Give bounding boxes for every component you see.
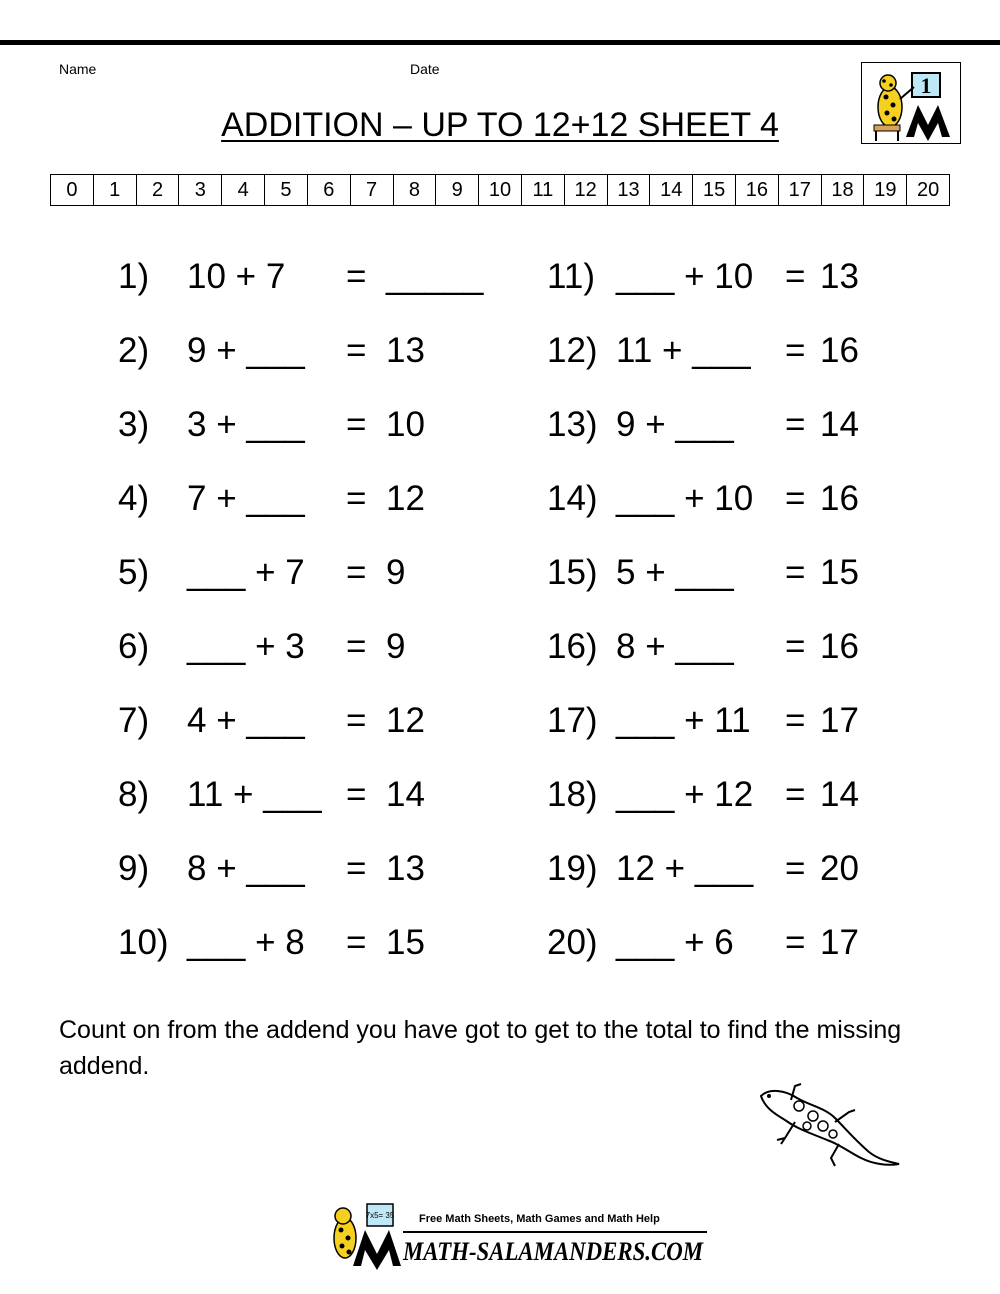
question-expression: 8 + ___ — [616, 627, 734, 666]
equals-sign: = — [785, 923, 806, 962]
number-line-cell: 16 — [736, 175, 779, 205]
question-expression: ___ + 10 — [616, 479, 754, 518]
question-item — [547, 847, 907, 891]
question-number: 6) — [118, 627, 150, 666]
question-result: 20 — [820, 849, 859, 888]
question-item — [547, 625, 907, 669]
number-line-cell: 7 — [351, 175, 394, 205]
number-line-cell: 12 — [565, 175, 608, 205]
question-number: 11) — [547, 257, 595, 296]
question-expression: 3 + ___ — [187, 405, 305, 444]
question-item — [118, 329, 478, 373]
question-result: 14 — [820, 775, 859, 814]
question-number: 14) — [547, 479, 598, 518]
number-line-cell: 2 — [137, 175, 180, 205]
question-number: 4) — [118, 479, 150, 518]
question-item — [547, 477, 907, 521]
question-number: 20) — [547, 923, 598, 962]
question-result: 16 — [820, 331, 859, 370]
question-expression: 9 + ___ — [616, 405, 734, 444]
question-result: 13 — [820, 257, 859, 296]
question-result: 17 — [820, 923, 859, 962]
question-expression: 7 + ___ — [187, 479, 305, 518]
number-line-cell: 1 — [94, 175, 137, 205]
top-rule — [0, 40, 1000, 45]
question-item — [547, 773, 907, 817]
question-result: 15 — [820, 553, 859, 592]
question-result: 14 — [386, 775, 425, 814]
equals-sign: = — [346, 923, 367, 962]
question-expression: ___ + 11 — [616, 701, 751, 740]
question-expression: 9 + ___ — [187, 331, 305, 370]
question-number: 13) — [547, 405, 598, 444]
equals-sign: = — [346, 257, 367, 296]
number-line-cell: 4 — [222, 175, 265, 205]
question-expression: ___ + 12 — [616, 775, 754, 814]
number-line-cell: 8 — [394, 175, 437, 205]
question-expression: 5 + ___ — [616, 553, 734, 592]
question-number: 19) — [547, 849, 598, 888]
question-item — [547, 329, 907, 373]
equals-sign: = — [346, 701, 367, 740]
question-expression: ___ + 8 — [187, 923, 305, 962]
question-result: 13 — [386, 849, 425, 888]
number-line-cell: 9 — [436, 175, 479, 205]
equals-sign: = — [785, 331, 806, 370]
question-number: 16) — [547, 627, 598, 666]
equals-sign: = — [785, 405, 806, 444]
question-item — [118, 625, 478, 669]
question-number: 3) — [118, 405, 150, 444]
question-result: 16 — [820, 627, 859, 666]
question-result: 16 — [820, 479, 859, 518]
question-number: 10) — [118, 923, 169, 962]
question-number: 1) — [118, 257, 150, 296]
equals-sign: = — [346, 849, 367, 888]
question-expression: 10 + 7 — [187, 257, 286, 296]
number-line-cell: 3 — [179, 175, 222, 205]
number-line-cell: 0 — [51, 175, 94, 205]
question-result: 9 — [386, 627, 406, 666]
equals-sign: = — [346, 331, 367, 370]
question-result: 17 — [820, 701, 859, 740]
question-item — [547, 551, 907, 595]
question-item — [118, 403, 478, 447]
question-item — [547, 699, 907, 743]
name-label: Name — [59, 61, 97, 77]
number-line-cell: 19 — [864, 175, 907, 205]
number-line-cell: 18 — [822, 175, 865, 205]
question-result: 14 — [820, 405, 859, 444]
question-item — [118, 847, 478, 891]
question-number: 17) — [547, 701, 598, 740]
question-number: 5) — [118, 553, 150, 592]
question-result: 9 — [386, 553, 406, 592]
equals-sign: = — [785, 701, 806, 740]
question-item — [118, 477, 478, 521]
question-item — [118, 255, 484, 299]
question-item — [118, 699, 478, 743]
question-expression: ___ + 7 — [187, 553, 305, 592]
number-line-cell: 15 — [693, 175, 736, 205]
question-expression: ___ + 3 — [187, 627, 305, 666]
equals-sign: = — [785, 553, 806, 592]
question-item — [118, 921, 478, 965]
question-expression: 12 + ___ — [616, 849, 754, 888]
question-item — [547, 921, 907, 965]
number-line-cell: 6 — [308, 175, 351, 205]
equals-sign: = — [785, 627, 806, 666]
salamander-illustration — [755, 1082, 905, 1174]
question-expression: 4 + ___ — [187, 701, 305, 740]
number-line-cell: 5 — [265, 175, 308, 205]
equals-sign: = — [346, 627, 367, 666]
question-result: 15 — [386, 923, 425, 962]
number-line-cell: 14 — [650, 175, 693, 205]
question-item — [118, 773, 478, 817]
question-result: 13 — [386, 331, 425, 370]
equals-sign: = — [785, 775, 806, 814]
grade-number: 1 — [920, 73, 932, 98]
footer-site: MATH-SALAMANDERS.COM — [402, 1237, 704, 1266]
number-line-cell: 10 — [479, 175, 522, 205]
number-line-cell: 20 — [917, 178, 940, 201]
question-expression: 8 + ___ — [187, 849, 305, 888]
equals-sign: = — [346, 553, 367, 592]
question-number: 7) — [118, 701, 150, 740]
question-number: 12) — [547, 331, 598, 370]
equals-sign: = — [346, 405, 367, 444]
question-item — [547, 255, 907, 299]
footer-logo — [323, 1200, 713, 1272]
question-item — [118, 551, 478, 595]
number-line-cell: 13 — [608, 175, 651, 205]
sign-text: 7x5= 35 — [365, 1211, 395, 1220]
equals-sign: = — [346, 775, 367, 814]
question-result: 12 — [386, 701, 425, 740]
question-expression: ___ + 10 — [616, 257, 754, 296]
equals-sign: = — [785, 479, 806, 518]
question-number: 15) — [547, 553, 598, 592]
question-number: 9) — [118, 849, 150, 888]
question-expression: 11 + ___ — [616, 331, 751, 370]
grade-logo — [861, 62, 961, 144]
instructions: Count on from the addend you have got to get to the total to find the missing addend. — [59, 1016, 902, 1080]
question-number: 2) — [118, 331, 150, 370]
equals-sign: = — [785, 257, 806, 296]
question-result: 12 — [386, 479, 425, 518]
number-line-cell: 17 — [779, 175, 822, 205]
number-line — [50, 174, 950, 206]
question-expression: 11 + ___ — [187, 775, 322, 814]
question-result: _____ — [386, 257, 484, 296]
question-expression: ___ + 6 — [616, 923, 734, 962]
number-line-cell: 11 — [522, 175, 565, 205]
question-result: 10 — [386, 405, 425, 444]
question-number: 8) — [118, 775, 150, 814]
date-label: Date — [410, 61, 440, 77]
page-title: ADDITION – UP TO 12+12 SHEET 4 — [221, 106, 779, 144]
question-number: 18) — [547, 775, 598, 814]
footer-tagline: Free Math Sheets, Math Games and Math Help — [419, 1213, 660, 1225]
equals-sign: = — [346, 479, 367, 518]
equals-sign: = — [785, 849, 806, 888]
question-item — [547, 403, 907, 447]
